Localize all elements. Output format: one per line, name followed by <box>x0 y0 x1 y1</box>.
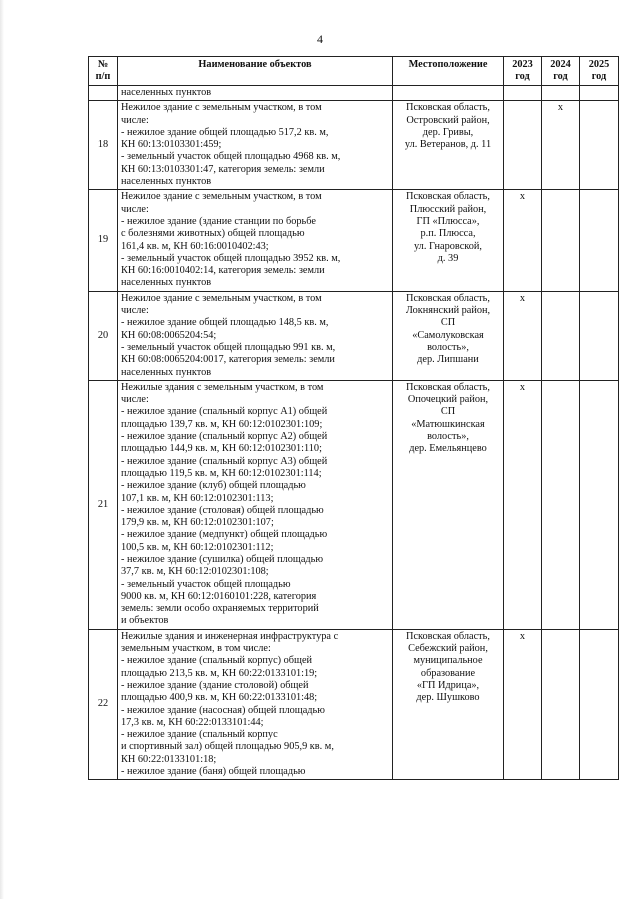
description-line: - земельный участок общей площадью 991 кв. м, <box>121 341 336 353</box>
header-num <box>89 57 118 86</box>
description-line: КН 60:16:0010402:14, категория земель: земли <box>121 265 325 277</box>
header-2023-line2: год <box>515 71 530 82</box>
location-line: дер. Липшани <box>417 354 479 366</box>
year-2024-mark <box>542 629 580 780</box>
object-location <box>393 190 504 291</box>
description-line: 100,5 кв. м, КН 60:12:0102301:112; <box>121 541 274 553</box>
description-line: и спортивный зал) общей площадью 905,9 кв. м, <box>121 741 334 753</box>
location-line: «Матюшкинская <box>411 418 485 430</box>
year-2023-mark: x <box>504 190 542 291</box>
description-line: числе: <box>121 394 149 406</box>
description-line: 107,1 кв. м, КН 60:12:0102301:113; <box>121 492 274 504</box>
year-2023-mark: x <box>504 380 542 629</box>
header-location: Местоположение <box>393 57 504 86</box>
description-line: населенных пунктов <box>121 176 212 188</box>
header-2025-line1: 2025 <box>588 59 610 70</box>
year-2023-mark: x <box>504 291 542 380</box>
location-line: дер. Гривы, <box>422 126 474 138</box>
description-line: площадью 400,9 кв. м, КН 60:22:0133101:48; <box>121 692 318 704</box>
object-location <box>393 86 504 101</box>
description-line: 161,4 кв. м, КН 60:16:0010402:43; <box>121 240 269 252</box>
location-line: р.п. Плюсса, <box>420 228 476 240</box>
description-line: - земельный участок общей площадью 3952 кв. м, <box>121 252 341 264</box>
location-line: волость», <box>427 431 469 443</box>
location-line: Псковская область, <box>406 102 490 114</box>
table-row <box>89 101 619 190</box>
location-line: дер. Шушково <box>416 692 480 704</box>
description-line: - нежилое здание (сушилка) общей площадью <box>121 553 324 565</box>
description-line: - нежилое здание (клуб) общей площадью <box>121 480 306 492</box>
description-line: земельным участком, в том числе: <box>121 643 271 655</box>
object-description <box>118 629 393 780</box>
year-2024-mark <box>542 86 580 101</box>
header-2024-line1: 2024 <box>550 59 571 70</box>
page-number: 4 <box>317 32 323 46</box>
description-line: площадью 213,5 кв. м, КН 60:22:0133101:19; <box>121 667 318 679</box>
header-2025 <box>580 57 619 86</box>
description-line: - нежилое здание (спальный корпус А1) общей <box>121 406 328 418</box>
description-line: Нежилое здание с земельным участком, в том <box>121 292 322 304</box>
description-line: и объектов <box>121 615 169 627</box>
object-location <box>393 380 504 629</box>
location-line: Псковская область, <box>406 191 490 203</box>
table-header-row <box>89 57 619 86</box>
location-line: СП <box>440 406 456 418</box>
object-description <box>118 380 393 629</box>
description-line: КН 60:08:0065204:0017, категория земель: земли <box>121 354 335 366</box>
description-line: КН 60:08:0065204:54; <box>121 329 217 341</box>
header-2024-line2: год <box>553 71 568 82</box>
location-line: д. 39 <box>437 252 459 264</box>
year-2025-mark <box>580 190 619 291</box>
object-location <box>393 101 504 190</box>
header-num-line1: № <box>97 59 109 70</box>
year-2025-mark <box>580 291 619 380</box>
description-line: 37,7 кв. м, КН 60:12:0102301:108; <box>121 566 269 578</box>
description-line: числе: <box>121 203 149 215</box>
location-line: Псковская область, <box>406 292 490 304</box>
year-2023-mark <box>504 86 542 101</box>
object-location <box>393 291 504 380</box>
description-line: - нежилое здание (здание столовой) общей <box>121 679 309 691</box>
description-line: числе: <box>121 305 149 317</box>
table-row <box>89 86 619 101</box>
description-line: Нежилое здание с земельным участком, в том <box>121 191 322 203</box>
description-line: - земельный участок общей площадью 4968 кв. м, <box>121 151 341 163</box>
description-line: - земельный участок общей площадью <box>121 578 291 590</box>
header-2023-line1: 2023 <box>512 59 533 70</box>
location-line: ГП «Плюсса», <box>416 215 480 227</box>
description-line: - нежилое здание (баня) общей площадью <box>121 766 306 778</box>
description-line: числе: <box>121 114 149 126</box>
description-line: - нежилое здание (спальный корпус) общей <box>121 655 313 667</box>
description-line: - нежилое здание (насосная) общей площадью <box>121 704 325 716</box>
description-line: КН 60:13:0103301:459; <box>121 139 222 151</box>
description-line: КН 60:22:0133101:18; <box>121 753 217 765</box>
table-row <box>89 291 619 380</box>
description-line: - нежилое здание общей площадью 148,5 кв. м, <box>121 317 329 329</box>
header-name: Наименование объектов <box>118 57 393 86</box>
table-row <box>89 629 619 780</box>
description-line: - нежилое здание (спальный корпус <box>121 729 278 741</box>
header-2024 <box>542 57 580 86</box>
table-body <box>89 86 619 780</box>
description-line: - нежилое здание (здание станции по борьбе <box>121 215 316 227</box>
description-line: Нежилое здание с земельным участком, в том <box>121 102 322 114</box>
object-description <box>118 190 393 291</box>
description-line: - нежилое здание (спальный корпус А3) общей <box>121 455 328 467</box>
description-line: земель: земли особо охраняемых территорий <box>121 603 319 615</box>
table-row <box>89 190 619 291</box>
object-description <box>118 86 393 101</box>
header-2025-line2: год <box>591 71 607 82</box>
description-line: населенных пунктов <box>121 277 212 289</box>
description-line: с болезнями животных) общей площадью <box>121 228 305 240</box>
description-line: - нежилое здание (медпункт) общей площадью <box>121 529 328 541</box>
description-line: площадью 139,7 кв. м, КН 60:12:0102301:109; <box>121 418 323 430</box>
location-line: Локнянский район, <box>405 305 491 317</box>
location-line: ул. Гнаровской, <box>413 240 482 252</box>
year-2025-mark <box>580 629 619 780</box>
row-number <box>89 86 118 101</box>
location-line: дер. Емельянцево <box>409 443 487 455</box>
location-line: ул. Ветеранов, д. 11 <box>404 139 492 151</box>
row-number: 20 <box>89 291 118 380</box>
year-2024-mark <box>542 291 580 380</box>
location-line: «Самолуковская <box>412 329 484 341</box>
description-line: площадью 144,9 кв. м, КН 60:12:0102301:110; <box>121 443 322 455</box>
year-2023-mark: x <box>504 629 542 780</box>
location-line: Плюсский район, <box>409 203 487 215</box>
scan-edge <box>0 0 4 899</box>
description-line: - нежилое здание (спальный корпус А2) общей <box>121 431 328 443</box>
location-line: Псковская область, <box>406 630 490 642</box>
row-number: 22 <box>89 629 118 780</box>
year-2025-mark <box>580 380 619 629</box>
location-line: муниципальное <box>413 655 483 667</box>
row-number: 19 <box>89 190 118 291</box>
row-number: 21 <box>89 380 118 629</box>
location-line: Опочецкий район, <box>407 394 489 406</box>
description-line: 179,9 кв. м, КН 60:12:0102301:107; <box>121 517 274 529</box>
description-line: площадью 119,5 кв. м, КН 60:12:0102301:114; <box>121 467 322 479</box>
year-2025-mark <box>580 86 619 101</box>
header-2023 <box>504 57 542 86</box>
object-description <box>118 291 393 380</box>
year-2024-mark <box>542 380 580 629</box>
year-2024-mark <box>542 190 580 291</box>
header-num-line2: п/п <box>95 71 111 82</box>
row-number: 18 <box>89 101 118 190</box>
location-line: волость», <box>427 341 469 353</box>
description-line: - нежилое здание (столовая) общей площадью <box>121 504 324 516</box>
description-line: населенных пунктов <box>121 87 212 98</box>
table-row <box>89 380 619 629</box>
location-line: Себежский район, <box>408 643 488 655</box>
object-location <box>393 629 504 780</box>
object-description <box>118 101 393 190</box>
location-line: образование <box>420 667 476 679</box>
description-line: населенных пунктов <box>121 366 212 378</box>
description-line: Нежилые здания с земельным участком, в том <box>121 381 324 393</box>
location-line: Островский район, <box>406 114 490 126</box>
description-line: - нежилое здание общей площадью 517,2 кв. м, <box>121 126 329 138</box>
year-2024-mark: x <box>542 101 580 190</box>
location-line: Псковская область, <box>406 381 490 393</box>
objects-table <box>88 56 619 780</box>
description-line: КН 60:13:0103301:47, категория земель: земли <box>121 163 325 175</box>
description-line: 9000 кв. м, КН 60:12:0160101:228, категория <box>121 590 317 602</box>
location-line: СП <box>440 317 456 329</box>
year-2023-mark <box>504 101 542 190</box>
year-2025-mark <box>580 101 619 190</box>
description-line: Нежилые здания и инженерная инфраструктура с <box>121 630 339 642</box>
location-line: «ГП Идрица», <box>416 679 480 691</box>
description-line: 17,3 кв. м, КН 60:22:0133101:44; <box>121 716 264 728</box>
